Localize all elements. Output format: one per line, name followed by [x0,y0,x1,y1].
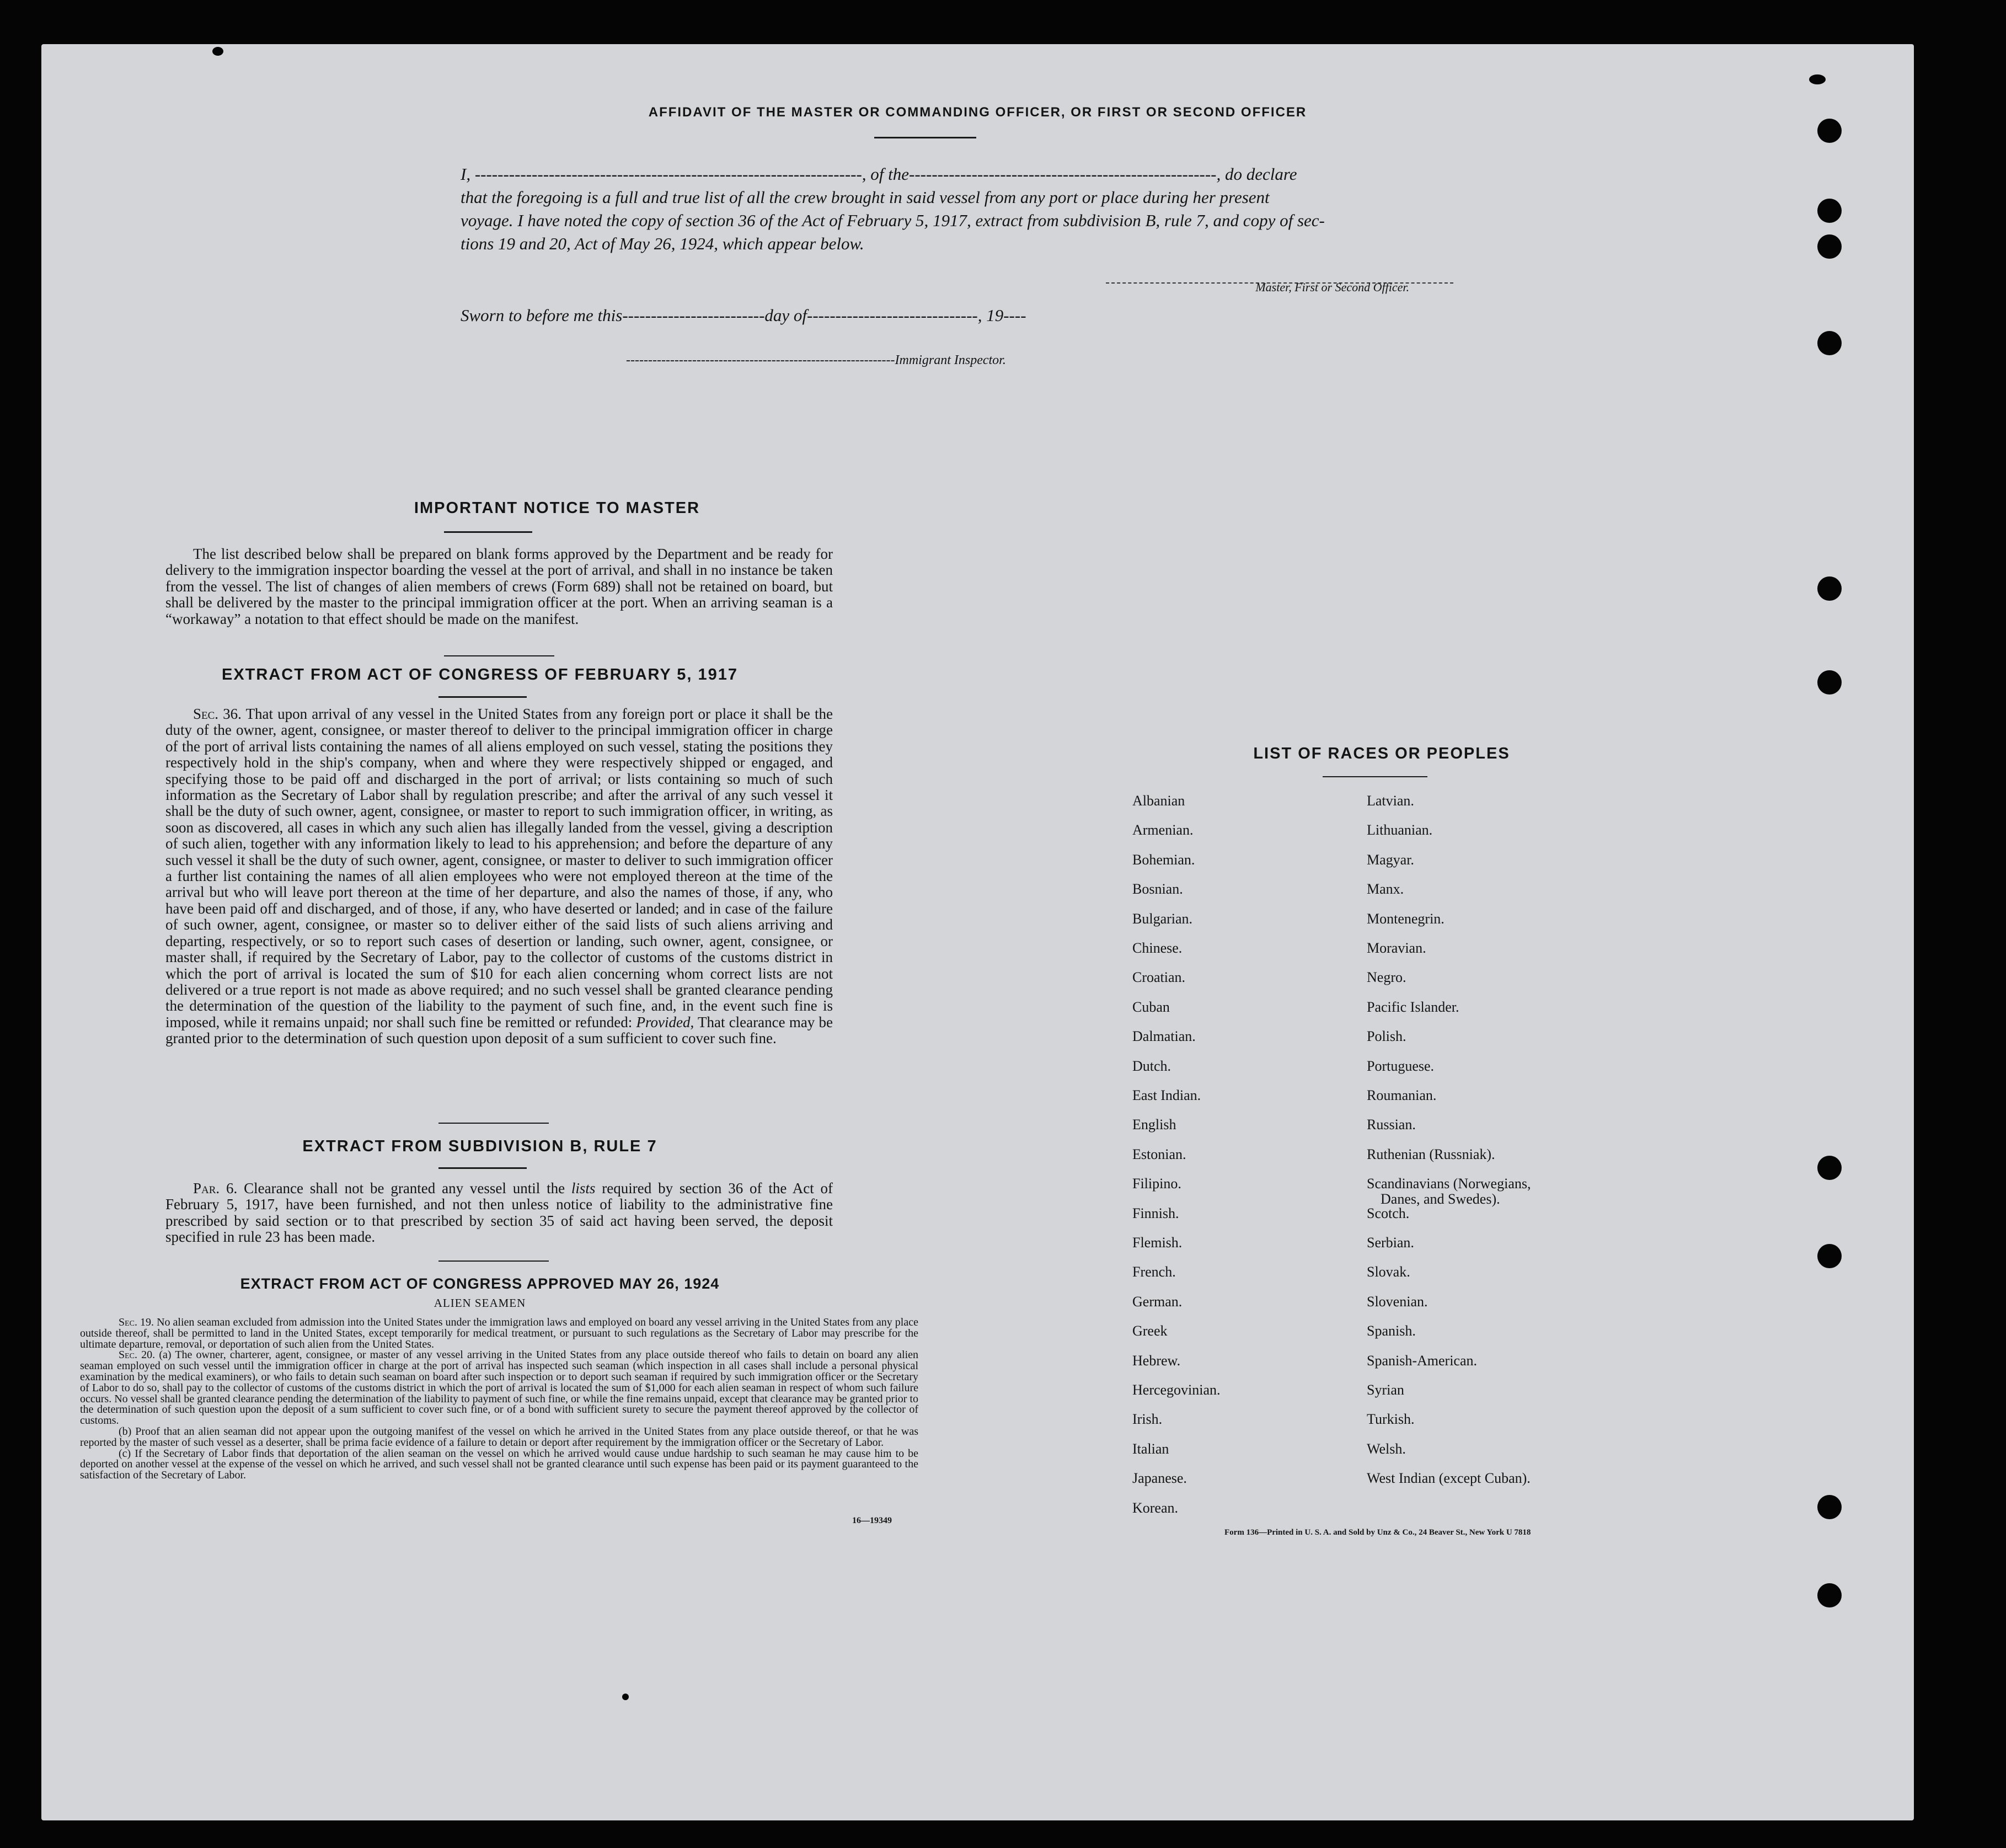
sworn-line: Sworn to before me this-------------------------day of------------------------------, 19---- [461,306,1026,325]
race-item: Serbian. [1367,1235,1414,1251]
race-item: Montenegrin. [1367,910,1445,927]
section-19-body: No alien seaman excluded from admission into the United States under the immigration laws and employed on board any vessel arriving in the United States from any place outside thereof, shall be permitted to land in the United States, except temporarily for medical treatment, or pursuant to such regulations as the Secretary of Labor may prescribe for the ultimate departure, removal, or deportation of such alien from the United States. [80,1316,918,1350]
race-item: Manx. [1367,881,1404,898]
ink-speck [1809,74,1826,84]
sections-19-20-text [80,1317,918,1481]
race-item: Hebrew. [1132,1352,1181,1369]
race-item: West Indian (except Cuban). [1367,1470,1531,1487]
notice-title-rule [444,531,532,533]
races-title-rule [1323,776,1427,777]
declaration-line-2: that the foregoing is a full and true list of all the crew brought in said vessel from any port or place during her present [461,188,1270,207]
punch-hole [1817,119,1842,143]
affidavit-title-rule [874,137,976,138]
race-item: Flemish. [1132,1235,1183,1251]
race-item: Danes, and Swedes). [1381,1191,1500,1208]
race-item: Scandinavians (Norwegians, [1367,1176,1531,1192]
race-item: Magyar. [1367,851,1414,868]
punch-hole [1817,234,1842,259]
race-item: Bulgarian. [1132,910,1193,927]
punch-hole [1817,670,1842,695]
race-item: English [1132,1117,1176,1133]
race-item: Polish. [1367,1028,1406,1045]
notice-end-rule [444,655,554,656]
race-item: Roumanian. [1367,1087,1437,1103]
races-title: LIST OF RACES OR PEOPLES [1253,745,1510,762]
race-item: East Indian. [1132,1087,1201,1103]
section-19 [80,1317,918,1350]
paragraph-6-text [165,1181,833,1246]
section-20c: (c) If the Secretary of Labor finds that deportation of the alien seaman on the vessel on which he arrived would cause undue hardship to such seaman he may cause him to be deported on another vessel at the expense of the vessel on which he arrived, and such vessel shall not be granted clearance until such expense has been paid or its payment guaranteed to the satisfaction of the Secretary of Labor. [80,1447,918,1482]
proviso-word: Provided, [636,1013,694,1030]
race-item: Lithuanian. [1367,822,1433,838]
race-item: Moravian. [1367,940,1426,956]
race-item: Korean. [1132,1499,1179,1516]
extract-1917-end-rule [438,1123,549,1124]
notice-text: The list described below shall be prepared on blank forms approved by the Department and be ready for delivery to the immigration inspector boarding the vessel at the port of arrival, and shall in no instance be taken from the vessel. The list of changes of alien members of crews (Form 689) shall not be retained on board, but shall be delivered by the master to the principal immigration officer at the port. When an arriving seaman is a “workaway” a notation to that effect should be made on the manifest. [165,546,833,627]
race-item: Spanish-American. [1367,1352,1478,1369]
inspector-line: -------------------------------------------------------------Immigrant Inspector. [626,353,1006,367]
race-item: Estonian. [1132,1146,1186,1162]
section-19-label: Sec. 19. [119,1316,154,1328]
print-code: 16—19349 [852,1516,892,1525]
race-item: Chinese. [1132,940,1183,956]
race-item: Albanian [1132,793,1185,809]
section-20b: (b) Proof that an alien seaman did not appear upon the outgoing manifest of the vessel on which he arrived in the United States from any place outside thereof, or that he was reported by the master of such vessel as a deserter, shall be prima facie evidence of a failure to detain or deport after requirement by the immigration officer or the Secretary of Labor. [80,1425,918,1449]
race-item: Japanese. [1132,1470,1187,1487]
extract-1917-title-rule [438,696,527,698]
race-item: Armenian. [1132,822,1194,838]
race-item: Bosnian. [1132,881,1183,898]
race-item: Dutch. [1132,1057,1171,1074]
race-item: Slovenian. [1367,1293,1428,1310]
punch-hole [1817,331,1842,355]
lists-word: lists [571,1180,596,1197]
punch-hole [1817,1583,1842,1607]
paragraph-6-after: required by section 36 of the Act of February 5, 1917, have been furnished, and not then unless notice of liability to the administrative fine prescribed by said section or to that prescribed by section 35 of said act having been served, the deposit specified in rule 23 has been made. [165,1180,833,1246]
race-item: Filipino. [1132,1176,1181,1192]
race-item: Pacific Islander. [1367,998,1459,1015]
punch-hole [1817,199,1842,223]
form-sheet [41,44,1914,1820]
race-item: Slovak. [1367,1264,1410,1280]
declaration-line-4: tions 19 and 20, Act of May 26, 1924, which appear below. [461,234,864,253]
race-item: Finnish. [1132,1205,1179,1221]
rule-7-title-rule [438,1167,527,1169]
section-36-body: That upon arrival of any vessel in the United States from any foreign port or place it shall be the duty of the owner, agent, consignee, or master thereof to deliver to the principal immigration officer in charge of the port of arrival lists containing the names of all aliens employed on such vessel, stating the positions they respectively hold in the ship's company, when and where they were respectively shipped or engaged, and specifying those to be paid off and discharged in the port of arrival; or lists containing so much of such information as the Secretary of Labor shall by regulation prescribe; and after the arrival of any such vessel it shall be the duty of such owner, agent, consignee, or master to report to such immigration officer, in writing, as soon as discovered, all cases in which any such alien has illegally landed from the vessel, giving a description of such alien, together with any information likely to lead to his apprehension; and before the departure of any such vessel it shall be the duty of such owner, agent, consignee, or master to deliver to such immigration officer a further list containing the names of all alien employees who were not employed thereon at the time of the arrival but who will leave port thereon at the time of her departure, and also the names of those, if any, who have been paid off and discharged, and of those, if any, who have deserted or landed; and in case of the failure of such owner, agent, consignee, or master so to deliver either of the said lists of such aliens arriving and departing, respectively, or so to report such cases of desertion or landing, such owner, agent, consignee, or master shall, if required by the Secretary of Labor, pay to the collector of customs of the customs district in which the port of arrival is located the sum of $10 for each alien concerning whom correct lists are not delivered or a true report is not made as above required; and no such vessel shall be granted clearance pending the determination of the question of the liability to the payment of such fine, and, in the event such fine is imposed, while it remains unpaid; nor shall such fine be remitted or refunded: [165,706,833,1030]
notice-title: IMPORTANT NOTICE TO MASTER [414,499,700,517]
proviso-text: That clearance may be granted prior to the determination of such question upon deposit of a sum sufficient to cover such fine. [165,1013,833,1047]
punch-hole [1817,1244,1842,1268]
declaration-line-3: voyage. I have noted the copy of section 36 of the Act of February 5, 1917, extract from subdivision B, rule 7, and copy of sec- [461,211,1325,230]
section-36-label: Sec. 36. [193,706,242,722]
punch-hole [1817,1495,1842,1519]
affidavit-declaration [461,163,1486,255]
race-item: Spanish. [1367,1323,1416,1339]
paragraph-6-before: Clearance shall not be granted any vessel until the [244,1180,565,1197]
race-item: Italian [1132,1440,1169,1457]
race-item: French. [1132,1264,1176,1280]
race-item: Greek [1132,1323,1168,1339]
alien-seamen-subtitle: ALIEN SEAMEN [434,1296,526,1310]
race-item: Russian. [1367,1117,1416,1133]
race-item: Ruthenian (Russniak). [1367,1146,1495,1162]
punch-hole [1817,576,1842,601]
declaration-line-1: I, --------------------------------------------------------------------, of the------------------------------------------------------, do declare [461,164,1297,184]
race-item: Croatian. [1132,969,1186,986]
race-item: German. [1132,1293,1183,1310]
race-item: Bohemian. [1132,851,1195,868]
race-item: Turkish. [1367,1411,1415,1428]
race-item: Portuguese. [1367,1057,1435,1074]
race-item: Latvian. [1367,793,1414,809]
race-item: Cuban [1132,998,1170,1015]
race-item: Dalmatian. [1132,1028,1196,1045]
race-item: Syrian [1367,1382,1404,1398]
extract-1917-title: EXTRACT FROM ACT OF CONGRESS OF FEBRUARY 5, 1917 [221,666,739,683]
race-item: Negro. [1367,969,1406,986]
section-20a [80,1350,918,1427]
race-item: Scotch. [1367,1205,1410,1221]
affidavit-title: AFFIDAVIT OF THE MASTER OR COMMANDING OFFICER, OR FIRST OR SECOND OFFICER [648,105,1307,120]
section-36-text [165,706,833,1047]
section-20a-body: (a) The owner, charterer, agent, consignee, or master of any vessel arriving in the United States from any place outside thereof who fails to detain on board any alien seaman employed on such vessel until the immigration officer in charge at the port of arrival has inspected such seaman (which inspection in all cases shall include a personal physical examination by the medical examiners), or who fails to detain such seaman on board after such inspection or to deport such seaman if required by such immigration officer or the Secretary of Labor to do so, shall pay to the collector of customs of the customs district in which the port of arrival is located the sum of $1,000 for each alien seaman in respect of whom such failure occurs. No vessel shall be granted clearance pending the determination of the liability to payment of such fine, or while the fine remains unpaid, except that clearance may be granted prior to the determination of such question upon the deposit of a sum sufficient to cover such fine, or of a bond with sufficient surety to secure the payment thereof approved by the collector of customs. [80,1349,918,1427]
rule-7-end-rule [438,1261,549,1262]
race-item: Hercegovinian. [1132,1382,1221,1398]
race-item: Irish. [1132,1411,1163,1428]
ink-speck [212,47,223,56]
form-printer-line: Form 136—Printed in U. S. A. and Sold by Unz & Co., 24 Beaver St., New York U 7818 [1224,1528,1531,1537]
section-20-label: Sec. 20. [119,1349,156,1361]
extract-1924-title: EXTRACT FROM ACT OF CONGRESS APPROVED MAY 26, 1924 [240,1275,720,1292]
rule-7-title: EXTRACT FROM SUBDIVISION B, RULE 7 [302,1137,657,1155]
punch-hole [1817,1156,1842,1180]
ink-speck [622,1694,629,1700]
paragraph-6-label: Par. 6. [193,1180,238,1197]
race-item: Welsh. [1367,1440,1406,1457]
master-signature-label: Master, First or Second Officer. [1255,280,1409,294]
